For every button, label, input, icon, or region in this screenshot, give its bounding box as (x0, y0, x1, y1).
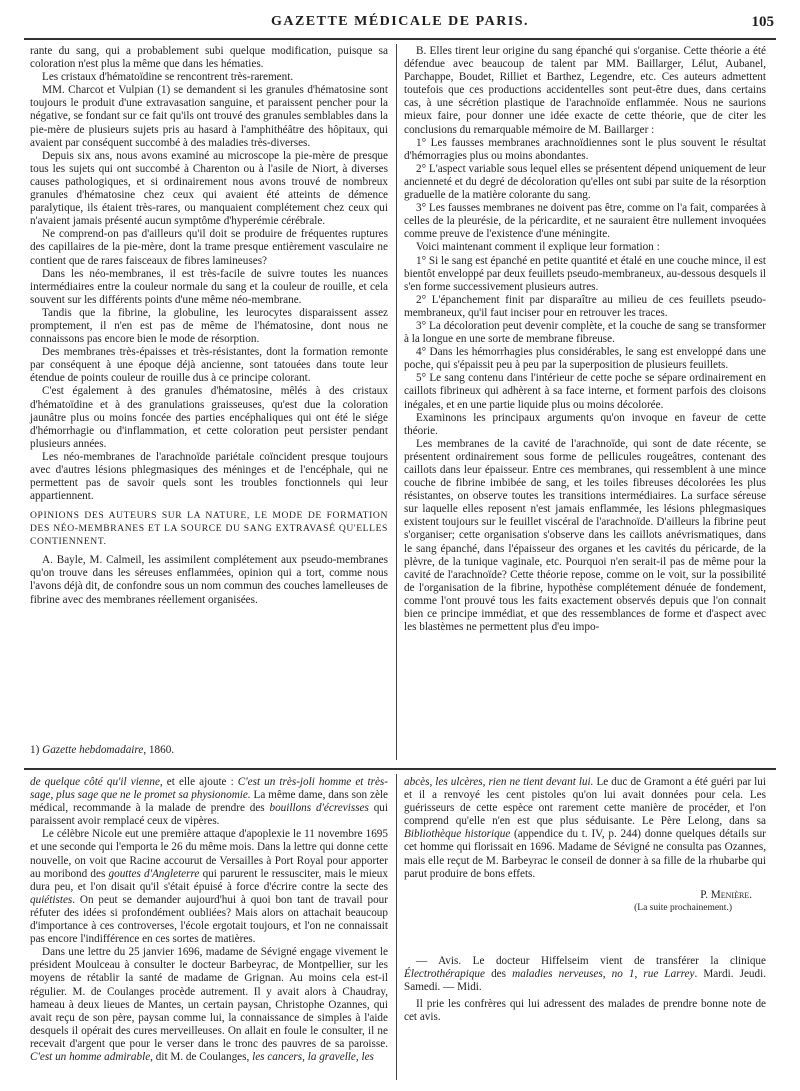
text: qui parurent le ressusciter, mais le mieux dura peu, et l'on disait qu'il s'était épuisé à force d'écrire contre la secte des (30, 867, 388, 893)
notice-paragraph: Il prie les confrères qui lui adressent des malades de prendre bonne note de cet avis. (404, 998, 766, 1024)
paragraph: A. Bayle, M. Calmeil, les assimilent complétement aux pseudo-membranes qu'on trouve dans les séreuses enflammées, opinion qui a tort, comme nous l'avons déjà dit, de confondre sous un nom commun des couches lamelleuses de fibrine avec des membranes réellement organisées. (30, 554, 388, 606)
italic-text: Bibliothèque historique (404, 828, 511, 841)
left-column (30, 45, 388, 607)
paragraph: Ne comprend-on pas d'ailleurs qu'il doit se produire de fréquentes ruptures des capillaires de la pie-mère, dont la trame presque entièrement vasculaire ne contient que de rares faisceaux de fibres lamineuses? (30, 228, 388, 267)
paragraph: Dans les néo-membranes, il est très-facile de suivre toutes les nuances intermédiaires entre la couleur normale du sang et la couleur de rouille, et cela souvent sur les différents points d'une même néo-membrane. (30, 267, 388, 306)
paragraph: Des membranes très-épaisses et très-résistantes, dont la formation remonte par conséquent à une époque déjà ancienne, sont tatouées dans toute leur étendue de points couleur de rouille dus à ce principe colorant. (30, 346, 388, 385)
footnote-number: 1) (30, 744, 43, 756)
paragraph: 3° La décoloration peut devenir complète, et la couche de sang se transformer à la longue en une sorte de membrane fibreuse. (404, 319, 766, 346)
paragraph: 3° Les fausses membranes ne doivent pas être, comme on l'a fait, comparées à celles de la pleurésie, de la péricardite, et ne sauraient être nullement invoquées comme preuve de l'existence d'une méningite. (404, 202, 766, 241)
italic-text: C'est un homme admirable, (30, 1050, 153, 1063)
spacer (404, 915, 766, 955)
column-divider (396, 44, 397, 760)
paragraph (30, 828, 388, 946)
page-number: 105 (751, 14, 774, 30)
quote: C'est un très-joli homme et très-sage, plus sage que ne le promet sa physionomie. (30, 776, 388, 802)
paragraph: Les néo-membranes de l'arachnoïde pariétale coïncident presque toujours avec d'autres lésions phlegmasiques des méninges et de l'encéphale, qui ne permettent pas de savoir quels sont les troubles fonctionnels qui leur appartiennent. (30, 450, 388, 503)
journal-title: GAZETTE MÉDICALE DE PARIS. (270, 14, 530, 29)
text: qui paraissent avoir remplacé ceux de vipères. (30, 802, 388, 828)
italic-text: les cancers, la gravelle, les (252, 1050, 374, 1063)
footnote-year: , 1860. (143, 744, 175, 756)
text: — Avis. Le docteur Hiffelseim vient de transférer la clinique (416, 954, 766, 967)
text: Dans une lettre du 25 janvier 1696, madame de Sévigné engage vivement le président Moulceau à consulter le docteur Barbeyrac, de Montpellier, sur les moyens de rétablir la santé de madame de Grignan. Au moins cela est-il régulier. M. de Coulanges procède autrement. Il y avait alors à Chaudray, hameau à deux lieues de Mantes, un certain paysan, Christophe Ozannes, qui avait reçu de son père, paysan comme lui, la connaissance de simples à l'aide desquels il opérait des cures merveilleuses. On allait en foule le consulter, il ne recevait d'argent que pour le verser dans le tronc des pauvres de sa paroisse. (30, 946, 388, 1050)
footnote (30, 744, 388, 757)
italic-text: gouttes d'Angleterre (108, 867, 200, 880)
paragraph: Les cristaux d'hématoïdine se rencontrent très-rarement. (42, 71, 294, 84)
paragraph: 2° L'épanchement finit par disparaître au milieu de ces feuillets pseudo-membraneux, qu'il faut inciser pour en retrouver les traces. (404, 293, 766, 319)
paragraph: C'est également à des granules d'hématosine, mêlés à des cristaux d'hématoïdine et à des granulations graisseuses, qu'est due la coloration jaunâtre plus ou moins foncée des parties encéphaliques qui ont été le siége d'hémorrhagie ou d'inflammation, et cette coloration peut persister pendant plusieurs années. (30, 385, 388, 450)
italic-text: no 1, rue Larrey (611, 968, 695, 981)
page-header (24, 14, 776, 36)
italic-text: maladies nerveuses (512, 968, 603, 981)
paragraph: rante du sang, qui a probablement subi quelque modification, puisque sa coloration n'est plus la même que dans les hématies. (30, 45, 388, 71)
paragraph: MM. Charcot et Vulpian (1) se demandent si les granules d'hématosine sont toujours le produit d'une extravasation sanguine, et paraissent pencher pour la négative, se fondant sur ce fait qu'ils ont trouvé des granules semblables dans la pie-mère de plusieurs sujets pris au hasard à l'amphithéâtre des hôpitaux, qui avaient par conséquent succombé à des maladies très-diverses. (30, 84, 388, 149)
paragraph: 1° Les fausses membranes arachnoïdiennes sont le plus souvent le résultat d'hémorragies plus ou moins abondantes. (404, 136, 766, 162)
paragraph: 1° Si le sang est épanché en petite quantité et étalé en une couche mince, il est bientôt enveloppé par deux feuillets pseudo-membraneux, au-dessous desquels il s'en forme successivement plusieurs autres. (404, 254, 766, 293)
text: (appendice du t. IV, p. 244) donne quelques détails sur cet homme qui florissait en 1696. Madame de Sévigné ne consulta pas Ozannes, mais elle reçut de M. Barbeyrac le conseil de donner à sa fille de la rhubarbe qui parut produire de bons effets. (404, 828, 766, 880)
paragraph: B. Elles tirent leur origine du sang épanché qui s'organise. Cette théorie a été défendue avec beaucoup de talent par MM. Baillarger, Lélut, Aubanel, Parchappe, Boudet, Rilliet et Barthez, Legendre, etc. Ces auteurs admettent toutefois que ces productions accidentelles sont peut-être dues, dans certains cas, à une sécrétion plastique de l'arachnoïde enflammée. Nous ne saurions mieux faire, pour donner une idée exacte de cette théorie, que de citer les conclusions du remarquable mémoire de M. Baillarger : (404, 45, 766, 136)
paragraph: 4° Dans les hémorrhagies plus considérables, le sang est enveloppé dans une poche, qui s'épaissit peu à peu par la superposition de plusieurs feuillets. (404, 346, 766, 372)
text: , (602, 968, 612, 981)
paragraph: Tandis que la fibrine, la globuline, les leurocytes disparaissent assez promptement, il n'en est pas de même de l'hématosine, dont nous ne connaissons pas encore bien le mode de résorption. (30, 306, 388, 346)
paragraph (30, 776, 388, 828)
text: . On peut se demander aujourd'hui à quoi bon tant de travail pour réfuter des idées si profondément oubliées? Mais alors on attachait beaucoup d'importance à ces controverses, l'école ergotait toujours, et l'on ne connaissait pas encore l'indifférence en ces sortes de matières. (30, 893, 388, 946)
paragraph (30, 946, 388, 1064)
italic-text: quiétistes (30, 893, 73, 906)
header-rule (24, 38, 776, 40)
italic-text: de quelque côté qu'il vienne, (30, 776, 163, 788)
paragraph (404, 776, 766, 881)
footnote-journal: Gazette hebdomadaire (42, 744, 144, 756)
feuilleton-rule (24, 768, 776, 770)
section-heading: OPINIONS DES AUTEURS SUR LA NATURE, LE MODE DE FORMATION DES NÉO-MEMBRANES ET LA SOURCE DU SANG EXTRAVASÉ QU'ELLES CONTIENNENT. (30, 510, 388, 548)
paragraph: 5° Le sang contenu dans l'intérieur de cette poche se sépare ordinairement en caillots fibrineux qui adhèrent à sa face interne, et forment parfois des cloisons inégales, et en une partie liquide plus ou moins décolorée. (404, 372, 766, 411)
italic-text: abcès, les ulcères, rien ne tient devant lui. (404, 776, 594, 788)
text: Le duc de Gramont a été guéri par lui et il a renvoyé les cent pistoles qu'on lui avait données pour cela. Les guérisseurs de cette espèce ont rarement cette manière de procéder, et l'on comprend qu'elle n'en est que plus séduisante. Le Père Lelong, dans sa (404, 776, 766, 828)
text: Le célèbre Nicole eut une première attaque d'apoplexie le 11 novembre 1695 et une seconde qui l'emporta le 26 du même mois. Dans la lettre qui donne cette nouvelle, on voit que Racine accourut de Versailles à Port Royal pour apporter au moribond des (30, 828, 388, 880)
paragraph: 2° L'aspect variable sous lequel elles se présentent dépend uniquement de leur ancienneté et du degré de décoloration qu'elles ont subi par suite de la résorption graduelle de la matière colorante du sang. (404, 162, 766, 202)
text: des (484, 968, 513, 981)
right-column (404, 45, 766, 634)
text: La même dame, dans son zèle médical, recommande à la malade de prendre des (30, 789, 388, 815)
italic-text: bouillons d'écrevisses (269, 802, 369, 815)
feuilleton-divider (396, 774, 397, 1080)
notice-paragraph (404, 955, 766, 994)
feuilleton-right-column (404, 776, 766, 1024)
text: et elle ajoute : (162, 776, 238, 788)
paragraph: Les membranes de la cavité de l'arachnoïde, qui sont de date récente, se présentent ordinairement sous forme de pellicules rougeâtres, contenant des caillots dans leur épaisseur. Entre ces membranes, qui ressemblent à une mince couche de fibrine imbibée de sang, et les toiles fibreuses décolorées les plus résistantes, on observe toutes les transitions intermédiaires. La surface séreuse sur laquelle elles reposent n'est jamais enflammée, les lésions phlegmasiques existent toujours sur le feuillet viscéral de l'arachnoïde. D'ailleurs la fibrine peut s'organiser; cette organisation s'observe dans les caillots anévrismatiques, dans le sang épanché, dans l'épaisseur des organes et les cavités du péricarde, de la plèvre, de la tunique vaginale, etc. Pourquoi n'en serait-il pas de même pour la cavité de l'arachnoïde? Cette théorie repose, comme on le voit, sur la possibilité de l'organisation de la fibrine, hypothèse complétement dénuée de fondement, comme l'ont prouvé tous les faits exactement observés depuis que l'on connait bien ce principe immédiat, et que des ressemblances de forme et d'aspect avec les blastèmes ne permettent plus d'eu impo- (404, 437, 766, 634)
paragraph: Depuis six ans, nous avons examiné au microscope la pie-mère de presque tous les sujets qui ont succombé à Charenton ou à l'asile de Niort, à diverses causes pathologiques, et si ordinairement nous avons trouvé de nombreux granules d'hématosine chez ceux qui avaient été atteints de démence paralytique, ils étaient très-rares, ou manquaient complétement chez ceux qui n'avaient jamais présenté aucun symptôme d'hyperémie cérébrale. (30, 149, 388, 228)
italic-text: Électrothérapique (404, 968, 485, 981)
author-signature: P. Menière. (700, 888, 752, 901)
continued-note: (La suite prochainement.) (634, 902, 732, 913)
text: dit M. de Coulanges, (152, 1050, 253, 1063)
paragraph: Voici maintenant comment il explique leur formation : (416, 241, 660, 254)
feuilleton-left-column (30, 776, 388, 1064)
paragraph: Examinons les principaux arguments qu'on invoque en faveur de cette théorie. (404, 411, 766, 437)
text: . Mardi. Jeudi. Samedi. — Midi. (404, 968, 766, 994)
